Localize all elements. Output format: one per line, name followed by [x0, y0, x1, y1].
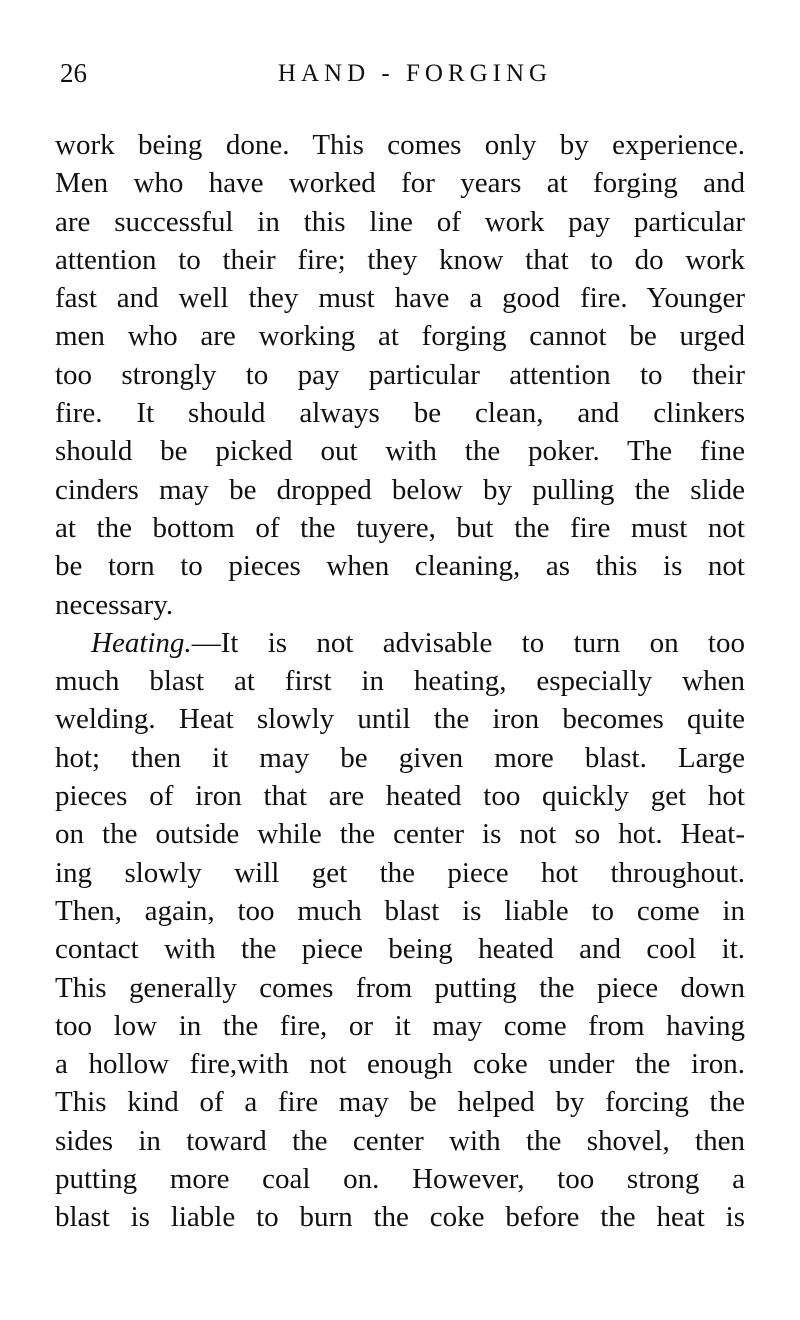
text-line: Men who have worked for years at forging and [55, 167, 745, 200]
text-line: Then, again, too much blast is liable to come in [55, 894, 745, 927]
text-line: be torn to pieces when cleaning, as this is not [55, 550, 745, 583]
page-number: 26 [60, 58, 87, 88]
text-line: attention to their fire; they know that to do work [55, 243, 745, 276]
text-line: pieces of iron that are heated too quickly get hot [55, 780, 745, 813]
running-title: HAND - FORGING [277, 60, 553, 87]
text-line: welding. Heat slowly until the iron becomes quite [55, 703, 745, 736]
text-line: too low in the fire, or it may come from having [55, 1009, 745, 1042]
text-line: necessary. [55, 588, 174, 621]
text-line: should be picked out with the poker. The fine [55, 435, 745, 468]
text-line: fire. It should always be clean, and clinkers [55, 397, 745, 430]
text-line: contact with the piece being heated and cool it. [55, 933, 745, 966]
section-heading: Heating. [91, 626, 192, 659]
text-line: work being done. This comes only by experience. [55, 129, 745, 161]
text-fragment: —It is not advisable to turn on too [191, 626, 745, 659]
text-line: hot; then it may be given more blast. Large [55, 741, 745, 774]
text-line: too strongly to pay particular attention to their [55, 358, 745, 391]
text-line: blast is liable to burn the coke before the heat is [55, 1201, 745, 1234]
section-heading-line [55, 624, 745, 662]
text-line: This kind of a fire may be helped by forcing the [55, 1086, 745, 1119]
text-line: much blast at first in heating, especially when [55, 665, 745, 698]
text-line: men who are working at forging cannot be urged [55, 320, 745, 353]
text-line: a hollow fire,with not enough coke under the iron. [55, 1048, 745, 1081]
body-text [55, 126, 745, 1237]
text-line: on the outside while the center is not so hot. Heat- [55, 818, 745, 851]
text-line: cinders may be dropped below by pulling the slide [55, 473, 745, 506]
text-line: ing slowly will get the piece hot throughout. [55, 856, 745, 889]
text-line: sides in toward the center with the shovel, then [55, 1124, 745, 1157]
text-line: at the bottom of the tuyere, but the fire must not [55, 511, 745, 544]
text-line: fast and well they must have a good fire. Younger [55, 282, 745, 315]
text-line: putting more coal on. However, too strong a [55, 1163, 745, 1196]
text-line: are successful in this line of work pay particular [55, 205, 745, 238]
text-line: This generally comes from putting the piece down [55, 971, 745, 1004]
